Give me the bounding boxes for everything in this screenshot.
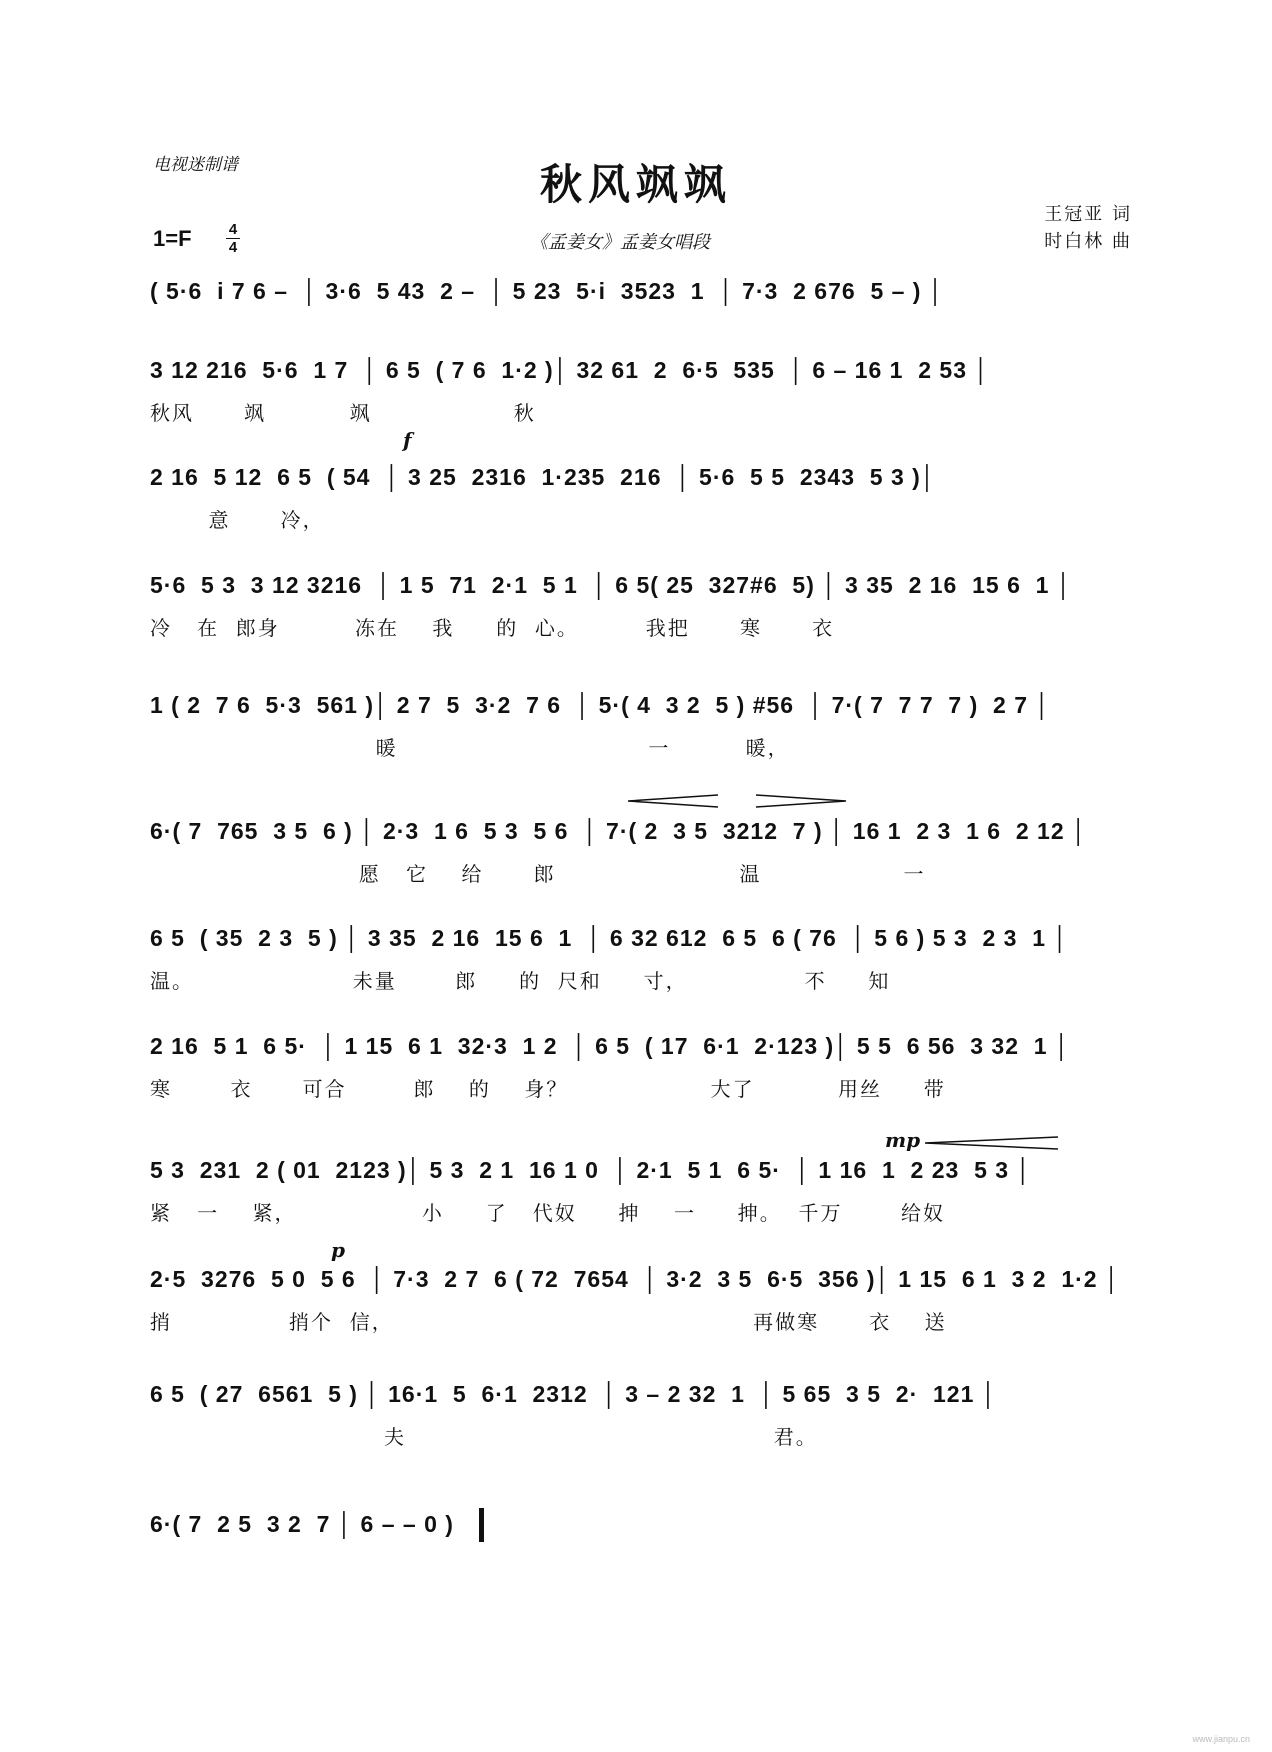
lyric-line: 紧 一 紧， 小 了 代奴 抻 一 抻。 千万 给奴 — [150, 1201, 945, 1225]
notation-line: 2 16 5 12 6 5 ( 54 │ 3 25 2316 1·235 216 │ 5·6 5 5 2343 5 3 )│ — [150, 464, 937, 490]
lyric-line: 冷 在 郎身 冻在 我 的 心。 我把 寒 衣 — [150, 616, 835, 640]
source-credit: 电视迷制谱 — [153, 155, 238, 175]
time-signature — [226, 222, 240, 255]
notation-line: 1 ( 2 7 6 5·3 561 )│ 2 7 5 3·2 7 6 │ 5·( 4 3 2 5 ) #56 │ 7·( 7 7 7 7 ) 2 7 │ — [150, 692, 1051, 718]
time-signature-top: 4 — [228, 221, 238, 238]
notation-line: 2·5 3276 5 0 5 6 │ 7·3 2 7 6 ( 72 7654 │ 3·2 3 5 6·5 356 )│ 1 15 6 1 3 2 1·2 │ — [150, 1266, 1121, 1292]
key-signature: 1=F — [153, 226, 192, 251]
dynamic-mezzo-piano: mp — [885, 1128, 921, 1152]
score-subtitle: 《孟姜女》孟姜女唱段 — [530, 232, 710, 253]
notation-line: 2 16 5 1 6 5· │ 1 15 6 1 32·3 1 2 │ 6 5 ( 17 6·1 2·123 )│ 5 5 6 56 3 32 1 │ — [150, 1033, 1071, 1059]
notation-line: 3 12 216 5·6 1 7 │ 6 5 ( 7 6 1·2 )│ 32 61 2 6·5 535 │ 6 – 16 1 2 53 │ — [150, 357, 990, 383]
lyric-line: 秋风 飒 飒 秋 — [150, 401, 536, 425]
lyric-line: 夫 君。 — [150, 1425, 818, 1449]
score-title: 秋风飒飒 — [539, 160, 732, 209]
notation-line: 6 5 ( 27 6561 5 ) │ 16·1 5 6·1 2312 │ 3 – 2 32 1 │ 5 65 3 5 2· 121 │ — [150, 1381, 998, 1407]
lyric-line: 温。 未量 郎 的 尺和 寸， 不 知 — [150, 969, 891, 993]
notation-line: 6·( 7 2 5 3 2 7 │ 6 – – 0 ) — [150, 1511, 454, 1537]
crescendo-decrescendo-hairpins — [628, 793, 848, 809]
notation-line: 5·6 5 3 3 12 3216 │ 1 5 71 2·1 5 1 │ 6 5( 25 327#6 5) │ 3 35 2 16 15 6 1 │ — [150, 572, 1073, 598]
lyric-line: 暖 一 暖， — [150, 736, 790, 760]
composer-credit: 时白林 曲 — [1044, 231, 1132, 252]
notation-line: 5 3 231 2 ( 01 2123 )│ 5 3 2 1 16 1 0 │ 2·1 5 1 6 5· │ 1 16 1 2 23 5 3 │ — [150, 1157, 1032, 1183]
lyric-line: 寒 衣 可合 郎 的 身？ 大了 用丝 带 — [150, 1077, 946, 1101]
final-barline — [479, 1508, 484, 1542]
crescendo-hairpin — [925, 1135, 1060, 1151]
dynamic-piano: p — [331, 1238, 345, 1262]
dynamic-forte: f — [403, 428, 412, 452]
footer-watermark: www.jianpu.cn — [1192, 1734, 1250, 1744]
time-signature-bottom: 4 — [228, 239, 238, 256]
notation-line: 6·( 7 765 3 5 6 ) │ 2·3 1 6 5 3 5 6 │ 7·( 2 3 5 3212 7 ) │ 16 1 2 3 1 6 2 12 │ — [150, 818, 1088, 844]
notation-line: 6 5 ( 35 2 3 5 ) │ 3 35 2 16 15 6 1 │ 6 32 612 6 5 6 ( 76 │ 5 6 ) 5 3 2 3 1 │ — [150, 925, 1069, 951]
lyric-line: 捎 捎个 信， 再做寒 衣 送 — [150, 1310, 947, 1334]
lyricist-credit: 王冠亚 词 — [1044, 204, 1132, 225]
lyric-line: 愿 它 给 郎 温 一 — [150, 862, 926, 886]
lyric-line: 意 冷， — [150, 508, 325, 532]
notation-line: ( 5·6 i 7 6 – │ 3·6 5 43 2 – │ 5 23 5·i 3523 1 │ 7·3 2 676 5 – ) │ — [150, 278, 945, 304]
